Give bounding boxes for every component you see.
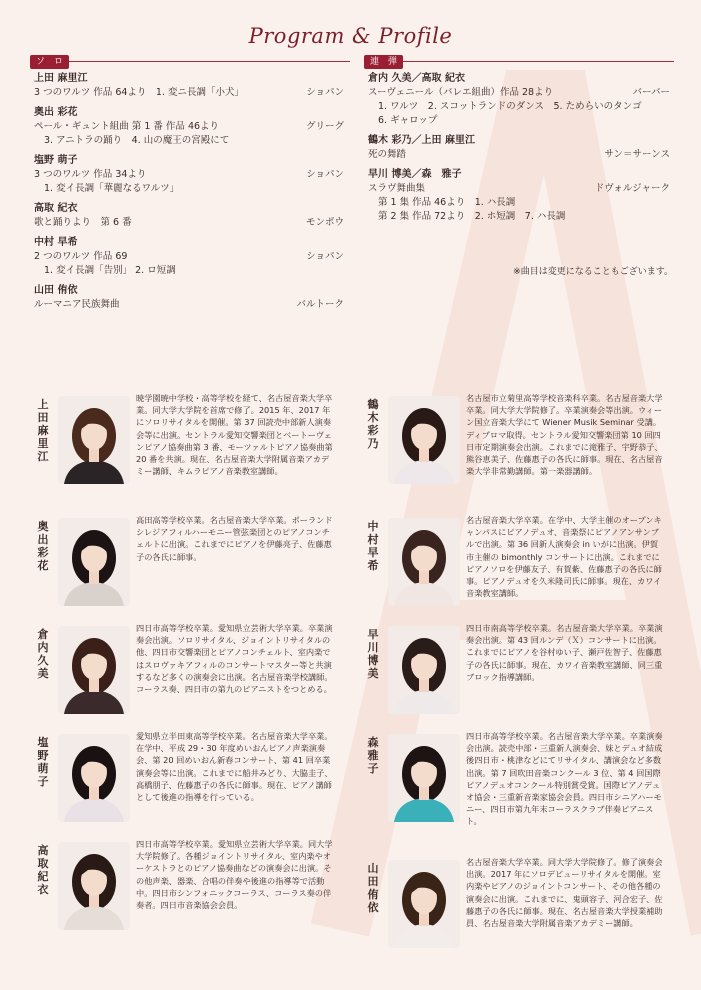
program-entry [34,72,344,100]
profile-photo [58,396,130,484]
profile-name: 塩野萌子 [37,736,49,788]
composer-name: ドヴォルジャーク [594,183,670,194]
piece-title: 第 1 集 作品 46より 1. ハ長調 [378,197,516,208]
profile-card [36,514,336,618]
program-line [34,216,344,230]
program-line [34,134,344,148]
program-line [34,86,344,100]
piece-title: 6. ギャロップ [378,115,438,126]
program-line [34,120,344,134]
composer-name: ショパン [306,251,344,262]
composer-name: ショパン [306,87,344,98]
program-entry [34,106,344,148]
portrait-photo [388,396,460,484]
profile-bio: 四日市高等学校卒業。愛知県立芸術大学卒業。卒業演奏会出演。ソロリサイタル、ジョイントリサイタルの他、四日市交響楽団とピアノコンチェルト、室内楽ではスロヴァキアフィルのコンサートマスター等と共演するなど多くの演奏会に出演。名古屋音楽学校講師。コーラス奏、四日市の第九のピアニストをつとめる。 [136,623,333,695]
profile-photo [388,860,460,948]
profile-card [366,514,666,618]
program-entry [368,134,670,162]
portrait-photo [58,734,130,822]
profile-bio: 暁学園暁中学校・高等学校を経て、名古屋音楽大学卒業。同大学大学院を首席で修了。2015 年、2017 年にソロリサイタルを開催。第 37 回読売中部新人演奏会等に出演。セントラル愛知交響楽団とベートーヴェンピアノ協奏曲第 3 番、モーツァルトピアノ協奏曲第 20 番を共演。現在、名古屋音楽大学附属音楽アカデミー講師、キムラピアノ音楽教室講師。 [136,393,333,477]
composer-name: バーバー [632,87,670,98]
portrait-photo [388,626,460,714]
program-entry [34,202,344,230]
profile-photo [388,518,460,606]
profile-card [366,730,666,834]
profile-card [366,856,666,960]
program-line [34,182,344,196]
piece-title: 2 つのワルツ 作品 69 [34,251,128,262]
performer-name: 山田 侑依 [34,285,78,296]
program-entry [34,236,344,278]
program-line [368,196,670,210]
performer-name: 鶴木 彩乃／上田 麻里江 [368,135,475,146]
profile-bio: 高田高等学校卒業。名古屋音楽大学卒業。ポーランドシレジアフィルハーモニー管弦楽団とのピアノコンチェルトに出演。これまでにピアノを伊藤亮子、佐藤惠子の各氏に師事。 [136,515,333,562]
program-line [34,298,344,312]
solo-section-tag: ソ ロ [30,55,69,69]
program-line [34,250,344,264]
page-title: Program & Profile [248,24,453,48]
piece-title: 1. 変イ長調「告別」 2. ロ短調 [44,265,176,276]
performer-name: 奥出 彩花 [34,107,78,118]
composer-name: ショパン [306,169,344,180]
program-line [34,168,344,182]
performer-name: 高取 紀衣 [34,203,78,214]
program-line [368,114,670,128]
program-entry [34,284,344,312]
piece-title: 3 つのワルツ 作品 64より 1. 変ニ長調「小犬」 [34,87,244,98]
piece-title: 第 2 集 作品 72より 2. ホ短調 7. ハ長調 [378,211,566,222]
piece-title: ルーマニア民族舞曲 [34,299,120,310]
portrait-photo [58,396,130,484]
profile-photo [58,842,130,930]
piece-title: スーヴェニール（バレエ組曲）作品 28より [368,87,554,98]
profile-bio: 四日市高等学校卒業。名古屋音楽大学卒業。卒業演奏会出演。読売中部・三重新人演奏会、妹とデュオ結成後四日市・桃津などにてリサイタル、講演会など多数出演。第 7 回吹田音楽コンクール 3 位、第 4 回国際ピアノデュオコンクール特別賞受賞。国際ピアノデュオ協会・三重新音楽家協会会員。四日市シニアハーモニー、四日市第九年末コーラスクラブ伴奏ピアニスト。 [466,731,663,827]
profile-bio: 名古屋音楽大学卒業。同大学大学院修了。修了演奏会出演。2017 年にソロデビューリサイタルを開催。室内楽やピアノのジョイントコンサート、その他各種の演奏会に出演。これまでに、鬼頭容子、河合宏子、佐藤惠子の各氏に師事。現在、名古屋音楽大学授業補助員、名古屋音楽大学附属音楽アカデミー講師。 [466,857,663,929]
piece-title: ペール・ギュント組曲 第 1 番 作品 46より [34,121,220,132]
portrait-photo [388,518,460,606]
piece-title: 歌と踊りより 第 6 番 [34,217,132,228]
portrait-photo [58,626,130,714]
piece-title: 3. アニトラの踊り 4. 山の魔王の宮殿にて [44,135,230,146]
program-line [368,148,670,162]
composer-name: グリーグ [305,121,344,132]
portrait-photo [58,518,130,606]
performer-name: 塩野 萌子 [34,155,78,166]
profile-photo [388,626,460,714]
composer-name: サン＝サーンス [604,149,670,160]
profile-card [366,622,666,726]
piece-title: 1. 変イ長調「華麗なるワルツ」 [44,183,180,194]
profile-card [36,730,336,834]
profile-card [366,392,666,496]
profile-bio: 四日市南高等学校卒業。名古屋音楽大学卒業。卒業演奏会出演。第 43 回ルンデ（Ｘ）コンサートに出演。これまでにピアノを谷村ゆい子、瀬戸佐智子、佐藤惠子の各氏に師事。現在、カワイ音楽教室講師、同三重ブロック指導講師。 [466,623,663,682]
program-line [368,86,670,100]
profile-name: 上田麻里江 [37,398,49,463]
portrait-photo [58,842,130,930]
performer-name: 中村 早希 [34,237,78,248]
composer-name: バルトーク [296,299,344,310]
profile-photo [388,734,460,822]
profile-card [36,622,336,726]
program-entry [368,72,670,128]
profile-name: 森雅子 [367,736,379,775]
program-line [368,182,670,196]
performer-name: 早川 博美／森 雅子 [368,169,462,180]
profile-name: 早川博美 [367,628,379,680]
performer-name: 上田 麻里江 [34,73,88,84]
profile-bio: 四日市高等学校卒業。愛知県立芸術大学卒業。同大学大学院修了。各種ジョイントリサイタル、室内楽やオーケストラとのピアノ協奏曲などの演奏会に出演。その他声楽、器楽、合唱の伴奏や後進の指導等で活動中。四日市シンフォニックコーラス、コーラス奏の伴奏者。四日市音楽協会会員。 [136,839,333,911]
composer-name: モンポウ [305,217,344,228]
piece-title: 3 つのワルツ 作品 34より [34,169,147,180]
program-line [34,264,344,278]
profile-card [36,838,336,942]
profile-name: 鶴木彩乃 [367,398,379,450]
program-line [368,210,670,224]
profile-bio: 名古屋音楽大学卒業。在学中、大学主催のオープンキャンパスにピアノデュオ、音楽祭にピアノアンサンブルで出演。第 36 回新人演奏会 in いがに出演。伊賀市主催の bimonthly コンサートに出演。これまでにピアノソロを伊藤友子、有賀紫、佐藤惠子の各氏に師事。ピアノデュオを久米隆司氏に師事。現在、カワイ音楽教室講師。 [466,515,662,599]
program-change-note: ※曲目は変更になることもございます。 [513,267,673,277]
program-entry [34,154,344,196]
profile-name: 中村早希 [367,520,379,572]
portrait-photo [388,734,460,822]
performer-name: 倉内 久美／高取 紀衣 [368,73,465,84]
piece-title: 1. ワルツ 2. スコットランドのダンス 5. ためらいのタンゴ [378,101,642,112]
profile-card [36,392,336,496]
profile-photo [58,734,130,822]
profile-photo [58,626,130,714]
profile-name: 奥出彩花 [37,520,49,572]
piece-title: 死の舞踏 [368,149,407,160]
program-line [368,100,670,114]
profile-bio: 名古屋市立菊里高等学校音楽科卒業。名古屋音楽大学卒業。同大学大学院修了。卒業演奏会等出演。ウィーン国立音楽大学にて Wiener Musik Seminar 受講。ディプロマ取得。セントラル愛知交響楽団第 10 回四日市定期演奏会出演。これまでに滝雅子、宇野恭子、熊谷恵美子、佐藤惠子の各氏に師事。現在、名古屋音楽大学非常勤講師。第一楽器講師。 [466,393,663,477]
profile-name: 高取紀衣 [37,844,49,896]
profile-bio: 愛知県立半田東高等学校卒業。名古屋音楽大学卒業。在学中、平成 29・30 年度めいおんピアノ声楽演奏会、第 20 回めいおん新春コンサート、第 41 回卒業演奏会等に出演。これまでに船井みどり、大脇圭子、高橋朋子、佐藤惠子の各氏に師事。現在、ピアノ講師として後進の指導を行っている。 [136,731,333,803]
portrait-photo [388,860,460,948]
profile-name: 倉内久美 [37,628,49,680]
program-entry [368,168,670,224]
profile-name: 山田侑依 [367,862,379,914]
duo-program-list [368,66,670,224]
duo-section-tag: 連 弾 [364,55,403,69]
profile-photo [58,518,130,606]
solo-program-list [34,66,344,312]
profile-photo [388,396,460,484]
piece-title: スラヴ舞曲集 [368,183,426,194]
